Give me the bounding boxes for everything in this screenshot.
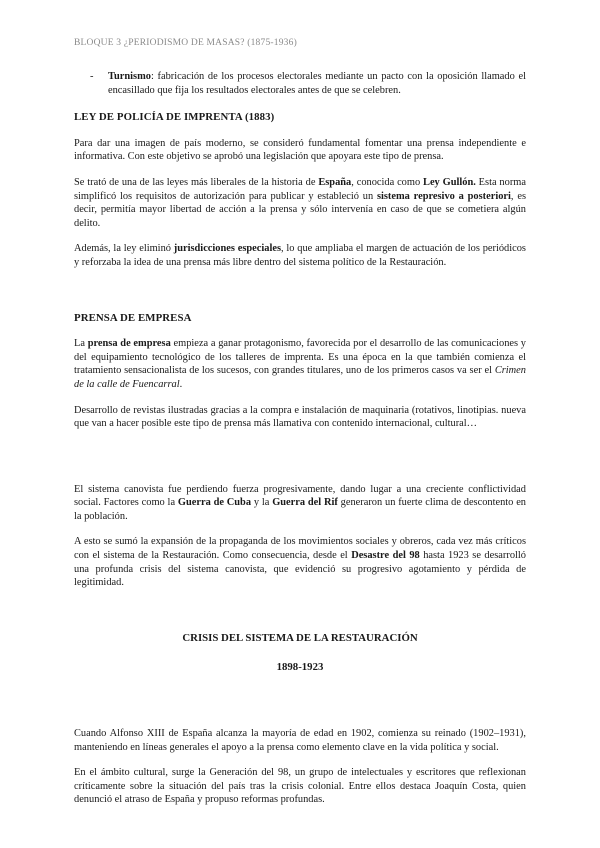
section-title-prensa-empresa: PRENSA DE EMPRESA — [74, 311, 192, 324]
bullet-dash: - — [90, 71, 94, 82]
paragraph: Se trató de una de las leyes más liberales de la historia de España, conocida como Ley Gullón. Esta norma simplificó los requisitos de autorización para publicar y estableció un sistema represivo a posteriori, es decir, permitía mayor libertad de acción a la prensa y sólo intervenía en caso de que se cometiera algún delito. — [74, 176, 526, 229]
bullet-definition: : fabricación de los procesos electorales mediante un pacto con la oposición llamado el encasillado que fija los resultados electorales antes de que se celebren. — [108, 71, 526, 96]
paragraph: Para dar una imagen de país moderno, se consideró fundamental fomentar una prensa independiente e informativa. Con este objetivo se aprobó una legislación que apoyara este tipo de prensa. — [74, 137, 526, 163]
bullet-term: Turnismo — [108, 71, 151, 82]
paragraph: Desarrollo de revistas ilustradas gracias a la compra e instalación de maquinaria (rotativos, linotipias. nueva que van a hacer posible este tipo de prensa más llamativa con contenido internacional, cultural… — [74, 404, 526, 430]
bullet-text — [108, 70, 526, 97]
section-subtitle-years: 1898-1923 — [276, 661, 324, 674]
paragraph: La prensa de empresa empieza a ganar protagonismo, favorecida por el desarrollo de las comunicaciones y del equipamiento tecnológico de los talleres de imprenta. Es una época en la que también comienza el tratamiento sensacionalista de los sucesos, con grandes titulares, uno de los primeros casos va ser el Crimen de la calle de Fuencarral. — [74, 338, 526, 390]
section-title-crisis: CRISIS DEL SISTEMA DE LA RESTAURACIÓN — [182, 631, 418, 644]
section-title-ley-policia: LEY DE POLICÍA DE IMPRENTA (1883) — [74, 111, 275, 124]
running-header: BLOQUE 3 ¿PERIODISMO DE MASAS? (1875-1936) — [74, 38, 297, 48]
document-body — [74, 70, 526, 819]
paragraph: Además, la ley eliminó jurisdicciones especiales, lo que ampliaba el margen de actuación de los periódicos y reforzaba la idea de una prensa más libre dentro del sistema político de la Restauración. — [74, 243, 526, 268]
paragraph: En el ámbito cultural, surge la Generación del 98, un grupo de intelectuales y escritores que reflexionan críticamente sobre la situación del país tras la crisis colonial. Entre ellos destaca Joaquín Costa, quien denunció el atraso de España y propuso reformas profundas. — [74, 767, 526, 806]
bullet-turnismo — [74, 70, 526, 97]
paragraph: El sistema canovista fue perdiendo fuerza progresivamente, dando lugar a una creciente conflictividad social. Factores como la Guerra de Cuba y la Guerra del Rif generaron un fuerte clima de descontento en la población. — [74, 483, 526, 522]
paragraph: A esto se sumó la expansión de la propaganda de los movimientos sociales y obreros, cada vez más críticos con el sistema de la Restauración. Como consecuencia, desde el Desastre del 98 hasta 1923 se desarrolló una profunda crisis del sistema canovista, que evidenció su progresivo agotamiento y pérdida de legitimidad. — [74, 536, 526, 589]
paragraph: Cuando Alfonso XIII de España alcanza la mayoría de edad en 1902, comienza su reinado (1902–1931), manteniendo en líneas generales el apoyo a la prensa como elemento clave en la vida política y social. — [74, 728, 526, 753]
